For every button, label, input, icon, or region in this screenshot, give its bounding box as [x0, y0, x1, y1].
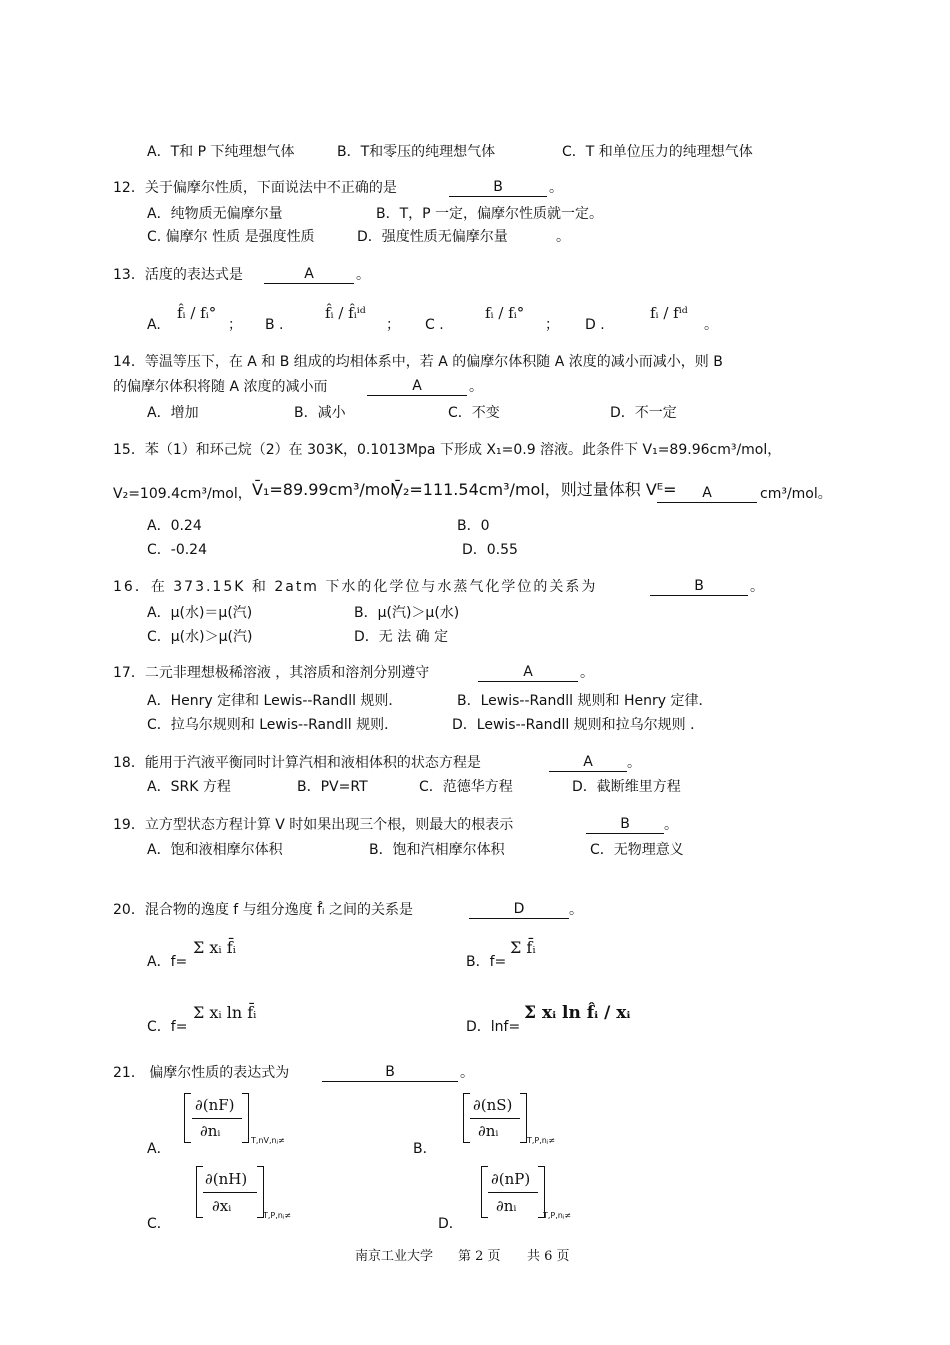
q15-answer: A	[657, 486, 757, 503]
q21-label-b: B．	[413, 1141, 437, 1157]
q12-answer: B	[449, 180, 547, 197]
q21-b-left-bracket	[463, 1093, 470, 1143]
q21-d-subscript: T,P,nⱼ≠	[543, 1211, 571, 1220]
q18-option-a: A．SRK 方程	[147, 779, 231, 795]
q12-option-a: A．纯物质无偏摩尔量	[147, 206, 283, 222]
q12-option-b: B．T，P 一定，偏摩尔性质就一定。	[376, 206, 604, 222]
q15-option-a: A．0.24	[147, 518, 202, 534]
q21-end: 。	[460, 1065, 474, 1081]
q13-label-b: B .	[265, 317, 284, 333]
q19-option-c: C．无物理意义	[590, 842, 684, 858]
q13-end: 。	[356, 267, 370, 283]
footer-page: 第 2 页	[458, 1249, 501, 1264]
q16-option-a: A．μ(水)＝μ(汽)	[147, 605, 253, 621]
q20-label-b: B．f=	[466, 954, 507, 970]
q21-b-fraction-line	[470, 1118, 520, 1119]
q15-option-c: C．-0.24	[147, 542, 207, 558]
q21-b-denominator: ∂nᵢ	[478, 1122, 499, 1140]
footer-school: 南京工业大学	[355, 1249, 434, 1264]
q21-a-right-bracket	[242, 1093, 249, 1143]
q20-expr-d: Σ xᵢ ln f̂ᵢ / xᵢ	[524, 1003, 631, 1023]
q21-b-numerator: ∂(nS)	[473, 1096, 513, 1114]
q21-a-numerator: ∂(nF)	[195, 1096, 235, 1114]
q20-label-c: C．f=	[147, 1019, 188, 1035]
q13-stem: 13．活度的表达式是	[113, 267, 243, 283]
q21-answer: B	[322, 1065, 458, 1082]
q12-stem: 12．关于偏摩尔性质，下面说法中不正确的是	[113, 180, 397, 196]
q21-c-fraction-line	[203, 1192, 257, 1193]
q13-label-d: D .	[585, 317, 605, 333]
q12-end: 。	[549, 180, 563, 196]
q15-line-2c: V̄₂=111.54cm³/mol，则过量体积 Vᴱ=	[392, 480, 677, 499]
q17-option-c: C．拉乌尔规则和 Lewis--Randll 规则．	[147, 717, 399, 733]
q13-answer: A	[264, 267, 354, 284]
q20-expr-b: Σ f̄ᵢ	[510, 938, 536, 957]
q15-line-2d: cm³/mol。	[760, 486, 832, 502]
q20-expr-a: Σ xᵢ f̄ᵢ	[193, 938, 236, 957]
q19-option-a: A．饱和液相摩尔体积	[147, 842, 283, 858]
q15-line-2b: V̄₁=89.99cm³/mol，	[252, 480, 411, 499]
q21-label-c: C．	[147, 1216, 171, 1232]
q15-line-1: 15．苯（1）和环己烷（2）在 303K，0.1013Mpa 下形成 X₁=0.9 溶液。此条件下 V₁=89.96cm³/mol，	[113, 442, 782, 458]
q11-option-c: C．T 和单位压力的纯理想气体	[562, 144, 753, 160]
q15-line-2a: V₂=109.4cm³/mol，	[113, 486, 252, 502]
q17-option-b: B．Lewis--Randll 规则和 Henry 定律．	[457, 693, 713, 709]
q18-end: 。	[627, 755, 641, 771]
q13-label-c: C .	[425, 317, 444, 333]
q12-option-d-end: 。	[556, 229, 570, 245]
q11-option-b: B．T和零压的纯理想气体	[337, 144, 496, 160]
q19-answer: B	[586, 817, 664, 834]
footer-total: 共 6 页	[527, 1249, 570, 1264]
q15-option-b: B．0	[457, 518, 490, 534]
q14-option-d: D．不一定	[610, 405, 677, 421]
q21-a-fraction-line	[192, 1118, 242, 1119]
q20-label-d: D．lnf=	[466, 1019, 521, 1035]
q14-option-a: A．增加	[147, 405, 199, 421]
q13-semi-a: ；	[228, 317, 242, 333]
q16-answer: B	[650, 579, 748, 596]
q21-c-numerator: ∂(nH)	[205, 1170, 248, 1188]
q19-option-b: B．饱和汽相摩尔体积	[369, 842, 505, 858]
q17-option-d: D．Lewis--Randll 规则和拉乌尔规则 ．	[452, 717, 705, 733]
q21-d-denominator: ∂nᵢ	[496, 1197, 517, 1215]
q21-d-numerator: ∂(nP)	[491, 1170, 531, 1188]
q16-stem: 16．在 373.15K 和 2atm 下水的化学位与水蒸气化学位的关系为	[113, 579, 598, 595]
q21-a-subscript: T,nV,nⱼ≠	[251, 1136, 285, 1145]
q18-option-d: D．截断维里方程	[572, 779, 681, 795]
q21-a-left-bracket	[184, 1093, 191, 1143]
q19-stem: 19．立方型状态方程计算 V 时如果出现三个根，则最大的根表示	[113, 817, 514, 833]
q18-answer: A	[549, 755, 627, 772]
q21-d-fraction-line	[488, 1192, 538, 1193]
q17-stem: 17．二元非理想极稀溶液 ，其溶质和溶剂分别遵守	[113, 665, 430, 681]
q16-option-b: B．μ(汽)＞μ(水)	[354, 605, 460, 621]
q14-line-2: 的偏摩尔体积将随 A 浓度的减小而	[113, 379, 328, 395]
q18-option-c: C．范德华方程	[419, 779, 513, 795]
q20-answer: D	[469, 902, 569, 919]
q13-expr-d: fᵢ / fⁱᵈ	[650, 304, 688, 322]
q21-b-subscript: T,P,nⱼ≠	[527, 1136, 555, 1145]
q12-option-d: D．强度性质无偏摩尔量	[357, 229, 508, 245]
q13-expr-a: f̂ᵢ / fᵢ°	[177, 304, 217, 322]
q16-option-d: D．无 法 确 定	[354, 629, 449, 645]
q14-option-c: C．不变	[448, 405, 500, 421]
q17-end: 。	[580, 665, 594, 681]
q14-line-1: 14．等温等压下，在 A 和 B 组成的均相体系中，若 A 的偏摩尔体积随 A 浓度的减小而减小，则 B	[113, 354, 723, 370]
q14-option-b: B．减小	[294, 405, 346, 421]
q21-b-right-bracket	[520, 1093, 527, 1143]
q18-option-b: B．PV=RT	[297, 779, 368, 795]
q21-label-d: D．	[438, 1216, 463, 1232]
q20-expr-c: Σ xᵢ ln f̄ᵢ	[193, 1003, 257, 1022]
q15-option-d: D．0.55	[462, 542, 518, 558]
q16-option-c: C．μ(水)＞μ(汽)	[147, 629, 253, 645]
q13-end-2: 。	[704, 317, 718, 333]
q14-answer: A	[367, 379, 467, 396]
q14-end: 。	[469, 379, 483, 395]
q21-a-denominator: ∂nᵢ	[200, 1122, 221, 1140]
q21-c-denominator: ∂xᵢ	[212, 1197, 232, 1215]
q17-answer: A	[478, 665, 578, 682]
q20-end: 。	[569, 902, 583, 918]
q13-expr-c: fᵢ / fᵢ°	[485, 304, 525, 322]
q13-label-a: A.	[147, 317, 161, 333]
q21-label-a: A．	[147, 1141, 171, 1157]
q21-c-left-bracket	[196, 1166, 203, 1218]
q13-semi-c: ；	[545, 317, 559, 333]
q16-end: 。	[750, 579, 764, 595]
q21-c-subscript: T,P,nⱼ≠	[263, 1211, 291, 1220]
q11-option-a: A．T和 P 下纯理想气体	[147, 144, 295, 160]
q19-end: 。	[664, 817, 678, 833]
q13-semi-b: ；	[386, 317, 400, 333]
q21-d-left-bracket	[481, 1166, 488, 1218]
q20-label-a: A．f=	[147, 954, 188, 970]
q20-stem: 20．混合物的逸度 f 与组分逸度 f̂ᵢ 之间的关系是	[113, 902, 413, 918]
q21-stem: 21． 偏摩尔性质的表达式为	[113, 1065, 290, 1081]
q12-option-c: C. 偏摩尔 性质 是强度性质	[147, 229, 315, 245]
q18-stem: 18．能用于汽液平衡同时计算汽相和液相体积的状态方程是	[113, 755, 481, 771]
q13-expr-b: f̂ᵢ / f̂ᵢⁱᵈ	[325, 304, 366, 322]
q17-option-a: A．Henry 定律和 Lewis--Randll 规则．	[147, 693, 403, 709]
